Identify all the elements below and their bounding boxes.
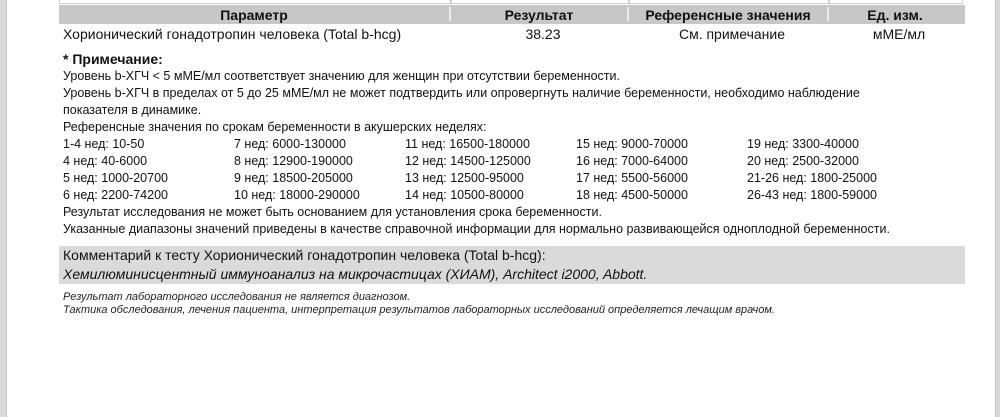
note-line: Уровень b-ХГЧ в пределах от 5 до 25 мМЕ/мл не может подтвердить или опровергнуть наличие беременности, необходимо наблюдение	[63, 86, 860, 100]
document-page	[6, 0, 996, 417]
range-item: 4 нед: 40-6000	[63, 154, 148, 168]
comment-title: Комментарий к тесту Хорионический гонадотропин человека (Total b-hcg):	[63, 247, 546, 263]
note-title: * Примечание:	[63, 51, 163, 67]
test-comment-box	[59, 246, 965, 284]
comment-method: Хемилюминисцентный иммуноанализ на микрочастицах (ХИАМ), Architect i2000, Abbott.	[63, 266, 648, 282]
range-item: 9 нед: 18500-205000	[234, 171, 353, 185]
reference-ranges-grid	[63, 136, 963, 204]
disclaimer	[63, 291, 963, 317]
results-table-header	[59, 5, 965, 24]
range-item: 7 нед: 6000-130000	[234, 137, 346, 151]
range-item: 20 нед: 2500-32000	[747, 154, 859, 168]
range-item: 11 нед: 16500-180000	[405, 137, 530, 151]
previous-table-edge	[59, 0, 965, 4]
header-parameter: Параметр	[220, 6, 288, 23]
range-item: 5 нед: 1000-20700	[63, 171, 168, 185]
range-item: 12 нед: 14500-125000	[405, 154, 531, 168]
table-row	[59, 24, 965, 44]
cell-unit: мМЕ/мл	[872, 26, 926, 42]
range-item: 14 нед: 10500-80000	[405, 188, 524, 202]
range-item: 17 нед: 5500-56000	[576, 171, 688, 185]
cell-result: 38.23	[525, 26, 561, 42]
note-line: показателя в динамике.	[63, 103, 202, 117]
cell-reference: См. примечание	[678, 26, 786, 42]
range-item: 21-26 нед: 1800-25000	[747, 171, 877, 185]
cell-parameter: Хорионический гонадотропин человека (Total b-hcg)	[63, 26, 402, 42]
range-item: 10 нед: 18000-290000	[234, 188, 360, 202]
note-line: Уровень b-ХГЧ < 5 мМЕ/мл соответствует значению для женщин при отсутствии беременности.	[63, 69, 620, 83]
note-section	[63, 50, 963, 238]
range-item: 13 нед: 12500-95000	[405, 171, 524, 185]
range-item: 1-4 нед: 10-50	[63, 137, 145, 151]
note-line: Указанные диапазоны значений приведены в качестве справочной информации для нормально развивающейся одноплодной беременности.	[63, 222, 890, 236]
range-item: 15 нед: 9000-70000	[576, 137, 688, 151]
range-item: 8 нед: 12900-190000	[234, 154, 353, 168]
reference-intro: Референсные значения по срокам беременности в акушерских неделях:	[63, 120, 487, 134]
range-item: 19 нед: 3300-40000	[747, 137, 859, 151]
range-item: 26-43 нед: 1800-59000	[747, 188, 877, 202]
disclaimer-line: Результат лабораторного исследования не является диагнозом.	[63, 291, 411, 303]
note-line: Результат исследования не может быть основанием для установления срока беременности.	[63, 205, 602, 219]
header-result: Результат	[504, 6, 574, 23]
range-item: 18 нед: 4500-50000	[576, 188, 688, 202]
header-reference: Референсные значения	[645, 6, 811, 23]
range-item: 6 нед: 2200-74200	[63, 188, 168, 202]
range-item: 16 нед: 7000-64000	[576, 154, 688, 168]
disclaimer-line: Тактика обследования, лечения пациента, интерпретация результатов лабораторных исследований определяется лечащим врачом.	[63, 304, 775, 316]
header-unit: Ед. изм.	[867, 6, 923, 23]
